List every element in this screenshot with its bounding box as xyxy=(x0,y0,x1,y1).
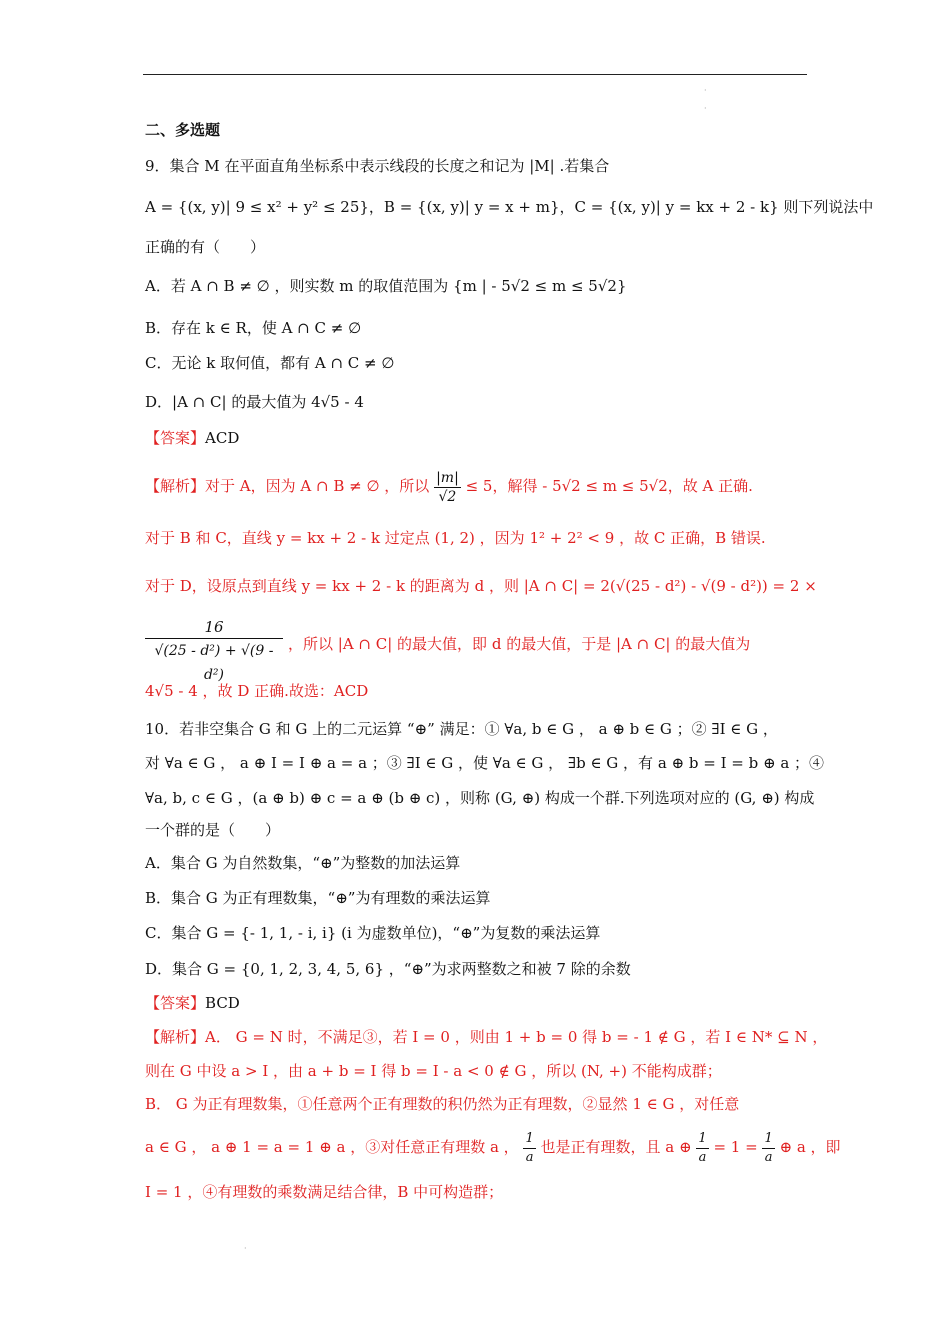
answer-value: ACD xyxy=(205,429,240,447)
fraction xyxy=(434,469,461,506)
section-title: 二、多选题 xyxy=(145,121,221,139)
q9-analysis-line2: 对于 B 和 C，直线 y = kx + 2 - k 过定点 (1, 2) ，因为 1² + 2² < 9 ，故 C 正确，B 错误. xyxy=(145,529,766,547)
fraction xyxy=(762,1130,774,1167)
q9-big-fraction xyxy=(145,616,283,687)
fraction-numerator: 16 xyxy=(145,616,283,639)
fraction-denominator: a xyxy=(764,1149,773,1165)
q9-stem-line3: 正确的有（ ） xyxy=(145,238,266,256)
q10-analysis-line2: 则在 G 中设 a > I ，由 a + b = I 得 b = I - a < 0 ∉ G ，所以 (N, +) 不能构成群； xyxy=(145,1062,722,1080)
q9-analysis-line5: 4√5 - 4 ，故 D 正确.故选：ACD xyxy=(145,682,369,700)
q10-stem-line3: ∀a, b, c ∈ G ，(a ⊕ b) ⊕ c = a ⊕ (b ⊕ c) ，则称 (G, ⊕) 构成一个群.下列选项对应的 (G, ⊕) 构成 xyxy=(145,789,815,807)
q10-option-b: B．集合 G 为正有理数集，“⊕”为有理数的乘法运算 xyxy=(145,889,491,907)
fraction xyxy=(523,1130,535,1167)
analysis-tag: 【解析】 xyxy=(145,1028,206,1046)
analysis-text: 对于 A，因为 A ∩ B ≠ ∅ ，所以 xyxy=(205,477,430,495)
q10-analysis-line1 xyxy=(145,1027,828,1047)
answer-tag: 【答案】 xyxy=(145,994,206,1012)
header-rule xyxy=(143,74,807,75)
q10-analysis-line3: B． G 为正有理数集，①任意两个正有理数的积仍然为正有理数，②显然 1 ∈ G ，对任意 xyxy=(145,1095,740,1113)
q10-option-d: D．集合 G = {0, 1, 2, 3, 4, 5, 6} ，“⊕”为求两整数之和被 7 除的余数 xyxy=(145,960,631,978)
scan-dot: · xyxy=(704,86,707,95)
analysis-text: a ∈ G ， a ⊕ 1 = a = 1 ⊕ a ，③对任意正有理数 a ， xyxy=(145,1138,519,1156)
q10-analysis-line5: I = 1 ，④有理数的乘数满足结合律，B 中可构造群； xyxy=(145,1183,504,1201)
analysis-text: 也是正有理数，且 a ⊕ xyxy=(540,1138,692,1156)
fraction-denominator: a xyxy=(525,1149,534,1165)
analysis-text: ⊕ a ，即 xyxy=(779,1138,841,1156)
q9-analysis-line4: ，所以 |A ∩ C| 的最大值，即 d 的最大值，于是 |A ∩ C| 的最大值为 xyxy=(288,635,751,653)
analysis-text: ≤ 5，解得 - 5√2 ≤ m ≤ 5√2，故 A 正确. xyxy=(465,477,753,495)
q10-stem-line2: 对 ∀a ∈ G ， a ⊕ I = I ⊕ a = a ；③ ∃I ∈ G ，使 ∀a ∈ G ， ∃b ∈ G ，有 a ⊕ b = I = b ⊕ a ；④ xyxy=(145,754,825,772)
scan-dot: · xyxy=(244,1244,247,1253)
q10-analysis-line4 xyxy=(145,1128,841,1167)
answer-value: BCD xyxy=(205,994,240,1012)
answer-tag: 【答案】 xyxy=(145,429,206,447)
q9-option-b: B．存在 k ∈ R，使 A ∩ C ≠ ∅ xyxy=(145,319,362,337)
q9-option-c: C．无论 k 取何值，都有 A ∩ C ≠ ∅ xyxy=(145,354,395,372)
q9-stem-line2: A = {(x, y)| 9 ≤ x² + y² ≤ 25}，B = {(x, y)| y = x + m}，C = {(x, y)| y = kx + 2 - k} 则下列说法中 xyxy=(145,198,874,216)
fraction-denominator: √2 xyxy=(438,488,457,505)
scan-dot: · xyxy=(704,104,707,113)
q10-stem-line1: 10．若非空集合 G 和 G 上的二元运算 “⊕” 满足：① ∀a, b ∈ G ， a ⊕ b ∈ G ；② ∃I ∈ G ， xyxy=(145,720,778,738)
q9-stem-line1: 9．集合 M 在平面直角坐标系中表示线段的长度之和记为 |M| .若集合 xyxy=(145,157,610,175)
q10-stem-line4: 一个群的是（ ） xyxy=(145,821,281,839)
fraction-numerator: 1 xyxy=(523,1130,535,1149)
q9-analysis-line3: 对于 D，设原点到直线 y = kx + 2 - k 的距离为 d ，则 |A ∩ C| = 2(√(25 - d²) - √(9 - d²)) = 2 × xyxy=(145,577,817,595)
analysis-text: A． G = N 时，不满足③，若 I = 0 ，则由 1 + b = 0 得 b = - 1 ∉ G ，若 I ∈ N* ⊆ N ， xyxy=(205,1028,828,1046)
fraction xyxy=(696,1130,708,1167)
fraction-numerator: |m| xyxy=(436,469,459,486)
fraction-numerator: 1 xyxy=(696,1130,708,1149)
fraction-numerator: 1 xyxy=(762,1130,774,1149)
q9-option-d: D．|A ∩ C| 的最大值为 4√5 - 4 xyxy=(145,393,364,411)
q10-answer xyxy=(145,993,810,1013)
analysis-text: = 1 = xyxy=(713,1138,758,1156)
fraction-denominator: a xyxy=(698,1149,707,1165)
analysis-tag: 【解析】 xyxy=(145,477,206,495)
q9-analysis-line1 xyxy=(145,468,810,506)
fraction-denominator: √(25 - d²) + √(9 - d²) xyxy=(154,643,274,683)
q10-option-a: A．集合 G 为自然数集，“⊕”为整数的加法运算 xyxy=(145,854,461,872)
q9-answer xyxy=(145,428,810,448)
q9-option-a: A．若 A ∩ B ≠ ∅ ，则实数 m 的取值范围为 {m | - 5√2 ≤ m ≤ 5√2} xyxy=(145,277,627,295)
q10-option-c: C．集合 G = {- 1, 1, - i, i} (i 为虚数单位)，“⊕”为复数的乘法运算 xyxy=(145,924,601,942)
